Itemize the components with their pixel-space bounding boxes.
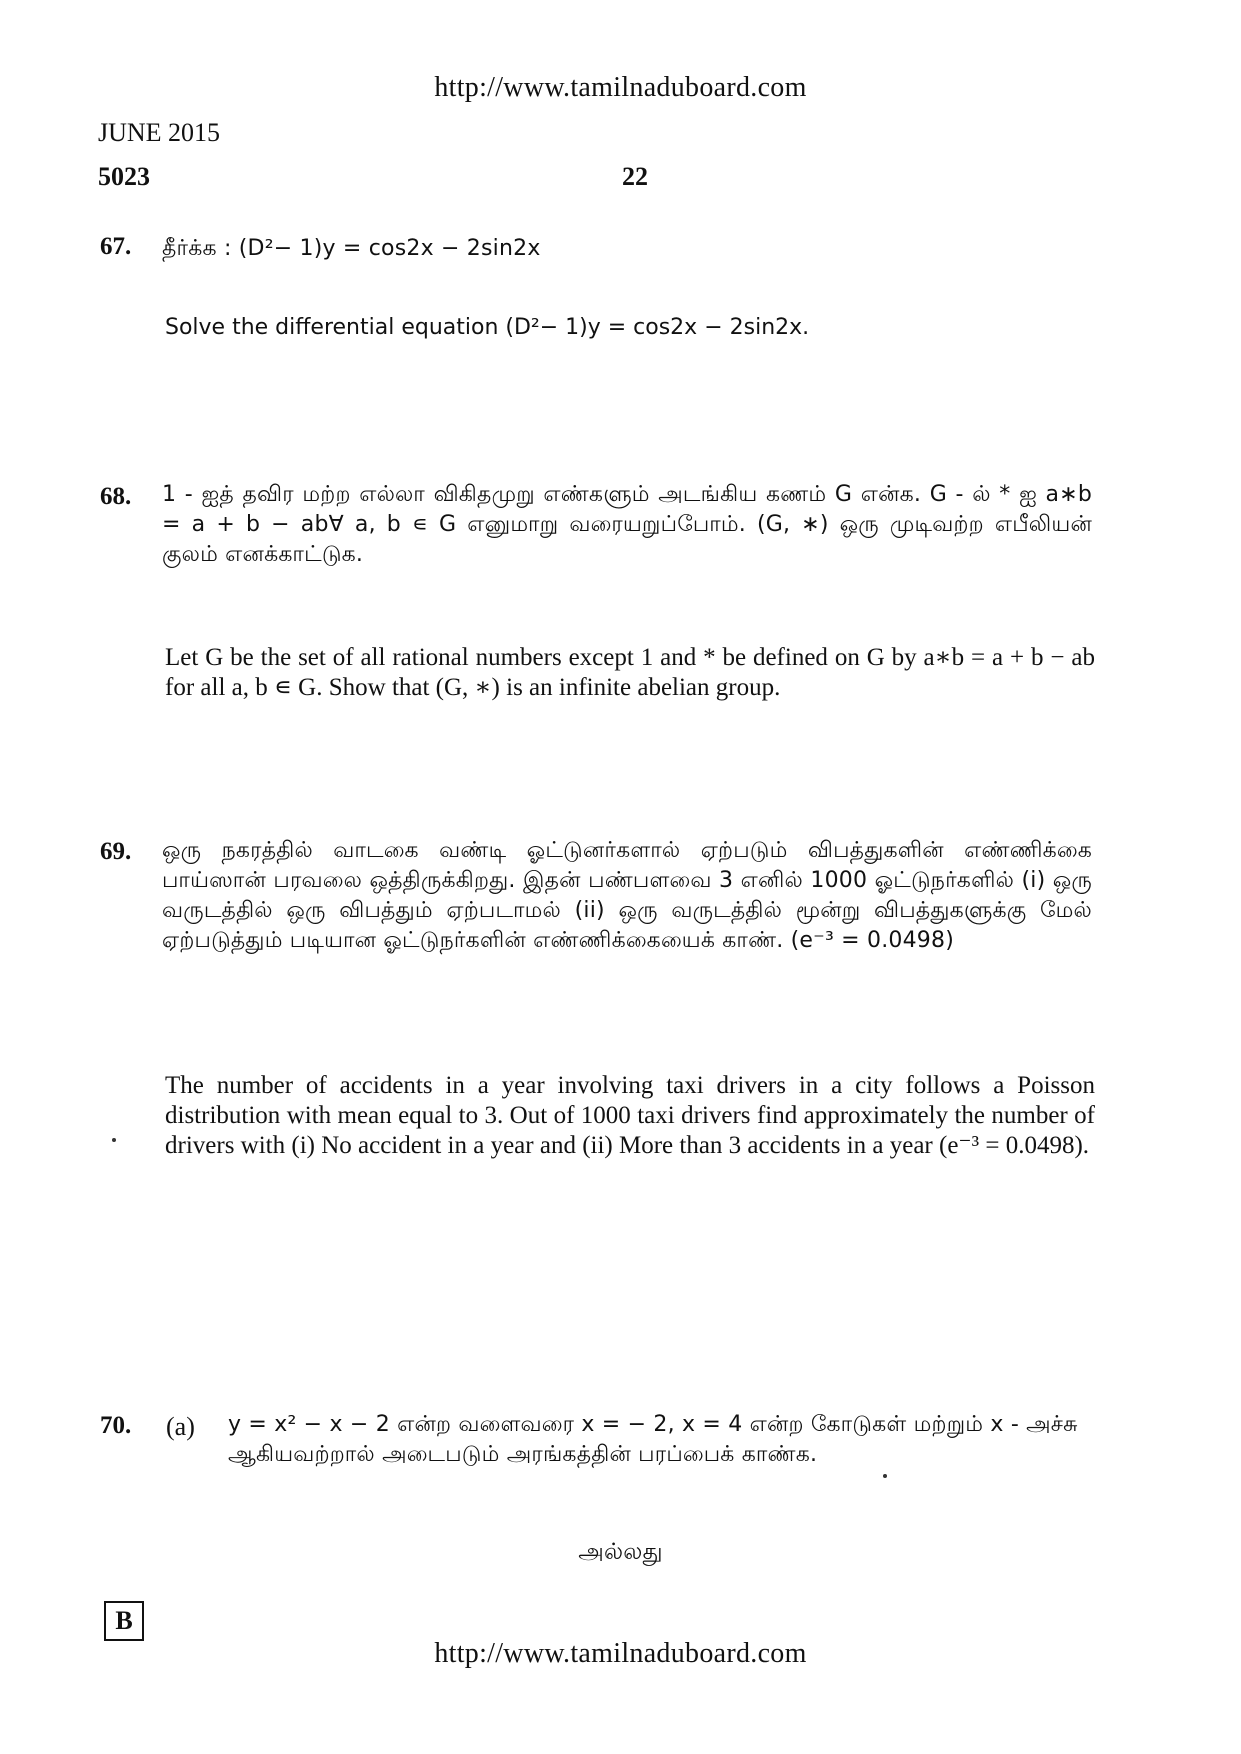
question-67-tamil: தீர்க்க : (D²− 1)y = cos2x − 2sin2x: [162, 236, 541, 261]
question-67-english: Solve the differential equation (D²− 1)y = cos2x − 2sin2x.: [165, 315, 810, 340]
question-70-part: (a): [166, 1412, 195, 1441]
or-separator: அல்லது: [578, 1539, 663, 1565]
question-68-number: 68.: [100, 483, 132, 510]
paper-code: 5023: [98, 162, 150, 191]
exam-date: JUNE 2015: [98, 118, 221, 147]
question-67-number: 67.: [100, 233, 132, 260]
question-69-number: 69.: [100, 838, 132, 865]
question-68-tamil: 1 - ஐத் தவிர மற்ற எல்லா விகிதமுறு எண்களும் அடங்கிய கணம் G என்க. G - ல் * ஐ a∗b = a + b − ab∀ a, b ∊ G எனுமாறு வரையறுப்போம். (G, ∗) ஒரு முடிவற்ற எபீலியன் குலம் எனக்காட்டுக.: [162, 482, 1092, 567]
question-69-english: The number of accidents in a year involving taxi drivers in a city follows a Poisson distribution with mean equal to 3. Out of 1000 taxi drivers find approximately the number of drivers with (i) No accident in a year and (ii) More than 3 accidents in a year (e⁻³ = 0.0498).: [165, 1072, 1095, 1159]
scan-speck: [883, 1474, 887, 1478]
footer-url: http://www.tamilnaduboard.com: [434, 1638, 807, 1669]
page-number: 22: [622, 162, 648, 191]
question-70-number: 70.: [100, 1412, 132, 1439]
question-68-english: Let G be the set of all rational numbers except 1 and * be defined on G by a∗b = a + b − ab for all a, b ∊ G. Show that (G, ∗) is an infinite abelian group.: [165, 644, 1095, 701]
question-69-tamil: ஒரு நகரத்தில் வாடகை வண்டி ஓட்டுனர்களால் ஏற்படும் விபத்துகளின் எண்ணிக்கை பாய்ஸான் பரவலை ஒத்திருக்கிறது. இதன் பண்பளவை 3 எனில் 1000 ஓட்டுநர்களில் (i) ஒரு வருடத்தில் ஒரு விபத்தும் ஏற்படாமல் (ii) ஒரு வருடத்தில் மூன்று விபத்துகளுக்கு மேல் ஏற்படுத்தும் படியான ஓட்டுநர்களின் எண்ணிக்கையைக் காண். (e⁻³ = 0.0498): [162, 838, 1092, 953]
question-70-tamil: y = x² − x − 2 என்ற வளைவரை x = − 2, x = 4 என்ற கோடுகள் மற்றும் x - அச்சு ஆகியவற்றால் அடைபடும் அரங்கத்தின் பரப்பைக் காண்க.: [228, 1412, 1078, 1467]
header-url: http://www.tamilnaduboard.com: [434, 72, 807, 103]
scan-speck: [112, 1138, 116, 1142]
booklet-code-box: B: [104, 1601, 144, 1641]
